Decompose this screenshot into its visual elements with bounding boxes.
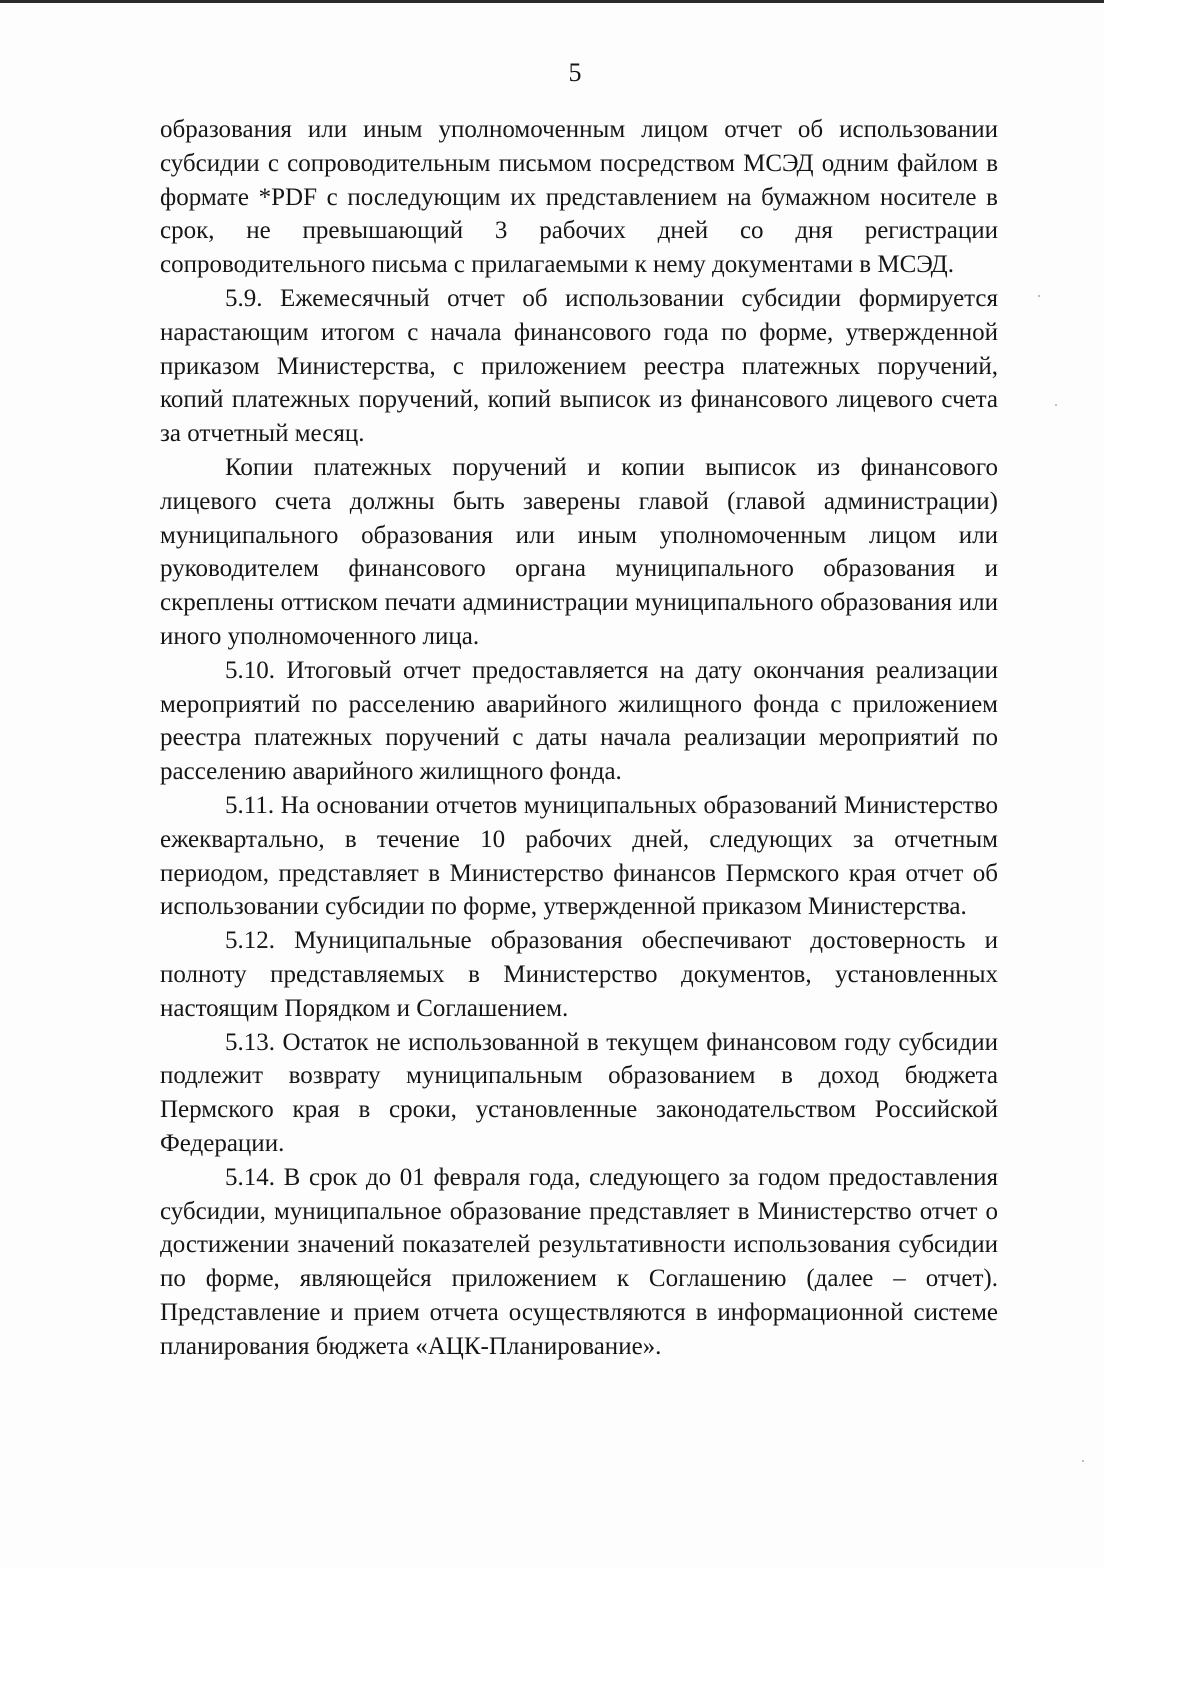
scan-speck [1055, 404, 1057, 406]
paragraph-copies-certification: Копии платежных поручений и копии выписок из финансового лицевого счета должны быть заверены главой (главой администрации) муниципального образования или иным уполномоченным лицом или руководителем финансового органа муниципального образования и скреплены оттиском печати администрации муниципального образования или иного уполномоченного лица. [160, 453, 998, 650]
page-number: 5 [568, 58, 582, 87]
paragraph-5-10: 5.10. Итоговый отчет предоставляется на дату окончания реализации мероприятий по расселению аварийного жилищного фонда с приложением реестра платежных поручений с даты начала реализации мероприятий по расселению аварийного жилищного фонда. [160, 656, 998, 786]
scan-speck [1038, 295, 1040, 297]
scan-speck [1082, 1460, 1084, 1462]
paragraph-5-13: 5.13. Остаток не использованной в текущем финансовом году субсидии подлежит возврату муниципальным образованием в доход бюджета Пермского края в сроки, установленные законодательством Российской Федерации. [160, 1028, 998, 1157]
document-body [160, 113, 998, 1363]
paragraph-5-9: 5.9. Ежемесячный отчет об использовании субсидии формируется нарастающим итогом с начала финансового года по форме, утвержденной приказом Министерства, с приложением реестра платежных поручений, копий платежных поручений, копий выписок из финансового лицевого счета за отчетный месяц. [160, 284, 998, 448]
paragraph-continuation: образования или иным уполномоченным лицом отчет об использовании субсидии с сопроводительным письмом посредством МСЭД одним файлом в формате *PDF с последующим их представлением на бумажном носителе в срок, не превышающий 3 рабочих дней со дня регистрации сопроводительного письма с прилагаемыми к нему документами в МСЭД. [160, 116, 998, 279]
paragraph-5-14: 5.14. В срок до 01 февраля года, следующего за годом предоставления субсидии, муниципальное образование представляет в Министерство отчет о достижении значений показателей результативности использования субсидии по форме, являющейся приложением к Соглашению (далее – отчет). Представление и прием отчета осуществляются в информационной системе планирования бюджета «АЦК-Планирование». [160, 1163, 998, 1360]
scan-top-border [0, 0, 1104, 3]
paragraph-5-11: 5.11. На основании отчетов муниципальных образований Министерство ежеквартально, в течение 10 рабочих дней, следующих за отчетным периодом, представляет в Министерство финансов Пермского края отчет об использовании субсидии по форме, утвержденной приказом Министерства. [160, 791, 998, 921]
paragraph-5-12: 5.12. Муниципальные образования обеспечивают достоверность и полноту представляемых в Министерство документов, установленных настоящим Порядком и Соглашением. [160, 927, 998, 1022]
